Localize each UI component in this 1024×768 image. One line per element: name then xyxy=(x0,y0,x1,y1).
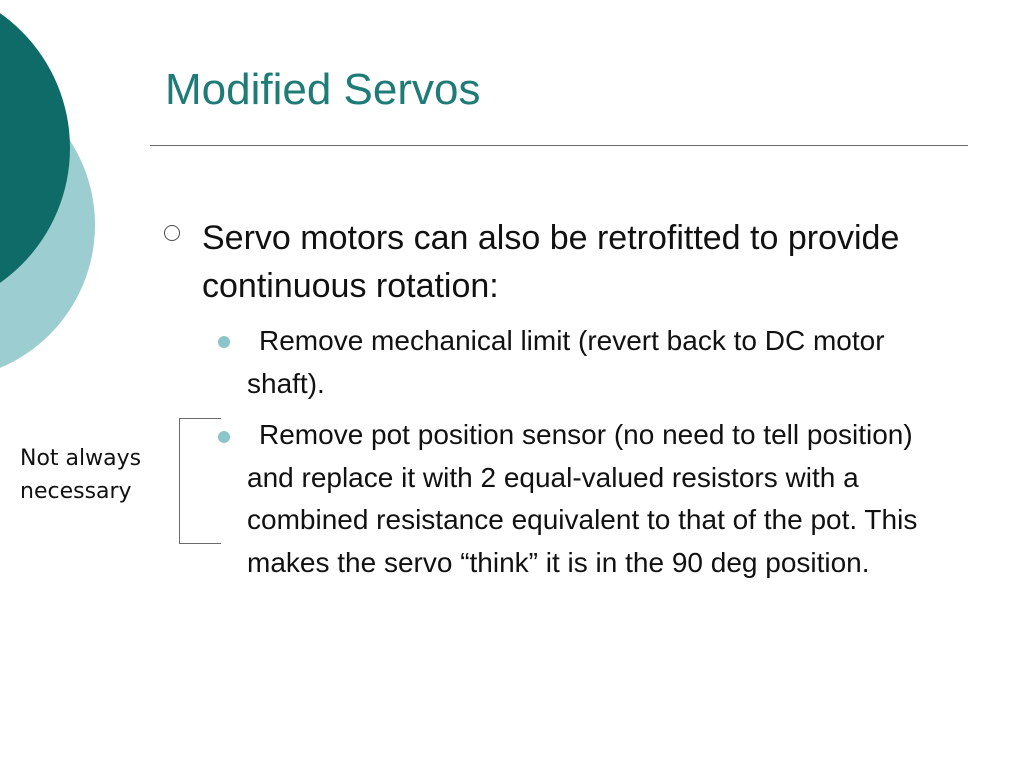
sub-bullet-2 xyxy=(247,414,967,584)
side-note-text: Not always necessary xyxy=(20,446,142,504)
title-underline xyxy=(150,145,968,146)
sub-bullet-dot-icon xyxy=(218,336,230,348)
decorative-circles xyxy=(0,0,100,380)
slide-title: Modified Servos xyxy=(165,65,481,114)
side-note xyxy=(20,442,180,508)
main-bullet-text: Servo motors can also be retrofitted to provide continuous rotation: xyxy=(202,219,900,305)
sub-bullet-1-text: Remove mechanical limit (revert back to DC motor shaft). xyxy=(247,325,885,399)
sub-bullet-2-text: Remove pot position sensor (no need to tell position) and replace it with 2 equal-valued resistors with a combined resistance equivalent to that of the pot. This makes the servo “think” it is in the 90 deg position. xyxy=(247,419,918,578)
hollow-circle-bullet-icon xyxy=(164,225,180,241)
side-note-bracket xyxy=(179,418,221,544)
sub-bullet-1 xyxy=(247,320,967,405)
